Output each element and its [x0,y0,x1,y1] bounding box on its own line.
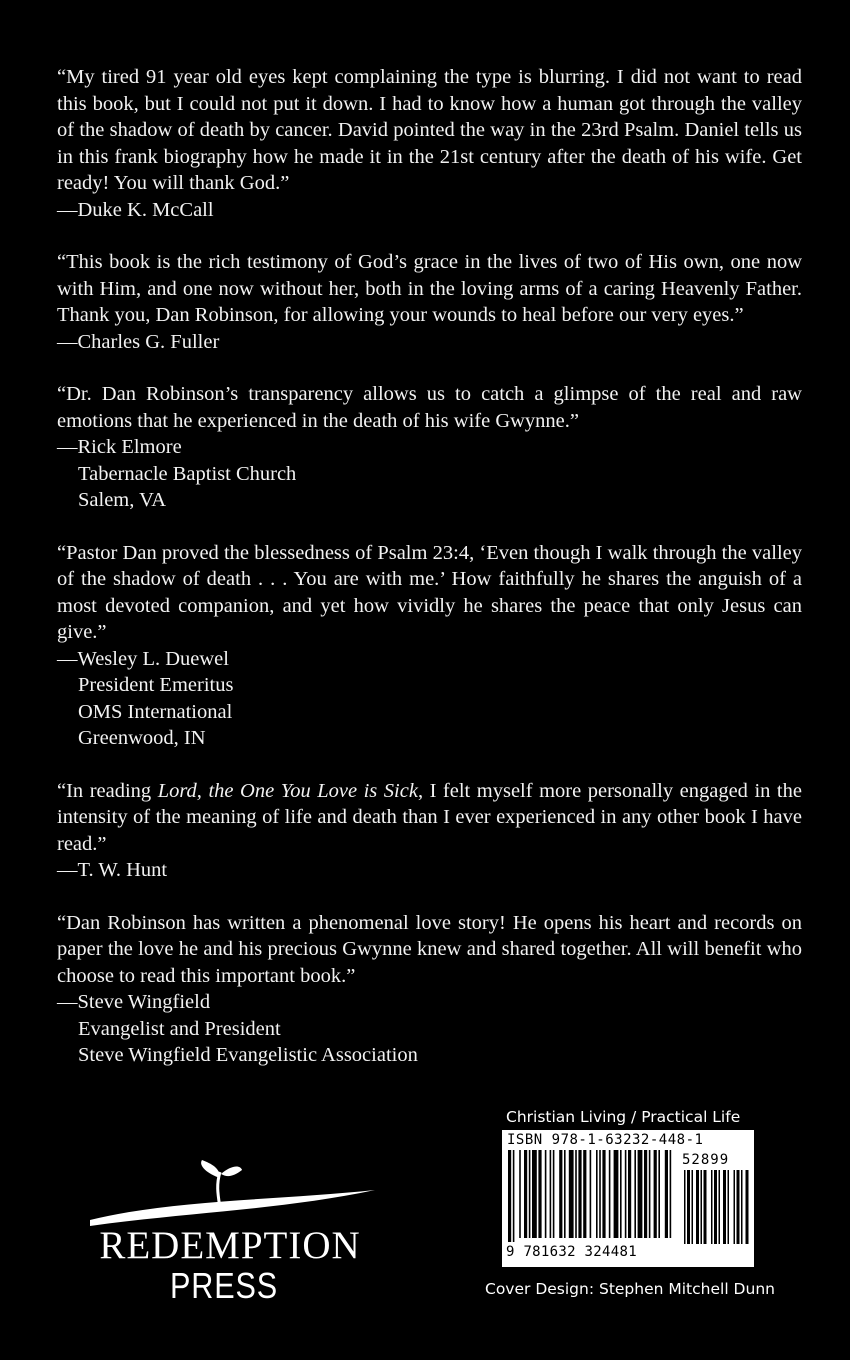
endorsement-6 [57,910,802,1069]
sprout-leaf-icon [80,1160,380,1230]
isbn-number: ISBN 978-1-63232-448-1 [507,1132,704,1148]
endorser-title: President Emeritus [78,674,234,696]
endorser-name: —Steve Wingfield [57,991,211,1013]
endorsement-2 [57,249,802,355]
endorser-location: Salem, VA [78,489,167,511]
endorsement-quote [57,778,802,858]
endorsements [57,64,802,1095]
endorser-affiliation: Tabernacle Baptist Church [78,462,297,485]
endorser-name: —T. W. Hunt [57,859,168,881]
endorsement-4 [57,540,802,752]
endorsement-quote: “This book is the rich testimony of God’s grace in the lives of two of His own, one now with Him, and one now without her, both in the loving arms of a caring Heavenly Father. Thank you, Dan Robinson, for allowing your wounds to heal before our very eyes.” [57,251,802,326]
endorsement-attribution [57,989,802,1069]
endorsement-quote: “Dr. Dan Robinson’s transparency allows us to catch a glimpse of the real and raw emotions that he experienced in the death of his wife Gwynne.” [57,383,802,432]
endorsement-quote: “Pastor Dan proved the blessedness of Psalm 23:4, ‘Even though I walk through the valley of the shadow of death . . . You are with me.’ How faithfully he shares the anguish of a most devoted companion, and yet how vividly he shares the peace that only Jesus can give.” [57,541,802,643]
endorsement-attribution [57,646,802,752]
endorsement-3 [57,381,802,514]
publisher-logo [80,1160,380,1306]
price-code: 52899 [682,1152,730,1168]
endorsement-quote: “My tired 91 year old eyes kept complaining the type is blurring. I did not want to read this book, but I could not put it down. I had to know how a human got through the valley of the shadow of death by cancer. David pointed the way in the 23rd Psalm. Daniel tells us in this frank biography how he made it in the 21st century after the death of his wife. Get ready! You will thank God.” [57,66,802,194]
publisher-name: REDEMPTION [99,1224,361,1267]
endorsement-attribution [57,434,802,514]
endorsement-attribution [57,329,802,356]
quote-text-end: , I felt myself more personally engaged in the intensity of the meaning of life and death than I ever experienced in any other book I have read.” [57,779,802,855]
endorsement-quote: “Dan Robinson has written a phenomenal love story! He opens his heart and records on paper the love he and his precious Gwynne knew and shared together. All will benefit who choose to read this important book.” [57,911,802,987]
endorser-location: Greenwood, IN [78,727,206,749]
endorser-title: Evangelist and President [78,1017,281,1040]
endorser-name: —Rick Elmore [57,436,182,458]
endorsement-attribution [57,857,802,884]
book-title: Lord, the One You Love is Sick [157,779,418,802]
endorsement-1 [57,64,802,223]
barcode-digits: 9 781632 324481 [506,1244,637,1260]
endorser-affiliation: OMS International [78,700,233,723]
endorser-name: —Charles G. Fuller [57,330,220,353]
endorser-name: —Duke K. McCall [57,198,214,221]
isbn-barcode [502,1130,754,1267]
publisher-subname: PRESS [170,1265,278,1306]
quote-text-start: “In reading [57,779,158,802]
endorser-affiliation: Steve Wingfield Evangelistic Association [78,1044,418,1066]
book-category: Christian Living / Practical Life [506,1108,741,1126]
endorser-name: —Wesley L. Duewel [57,647,229,670]
endorsement-5 [57,778,802,884]
endorsement-attribution [57,197,802,224]
cover-design-credit: Cover Design: Stephen Mitchell Dunn [485,1280,775,1298]
